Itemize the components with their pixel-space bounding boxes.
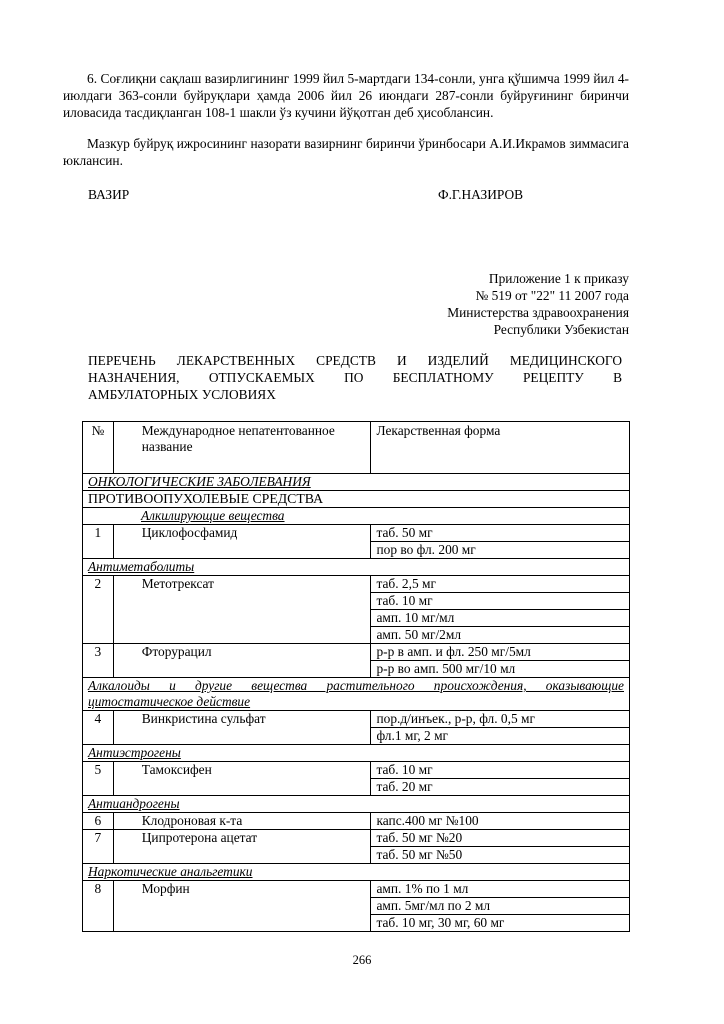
table-row <box>83 644 630 661</box>
appendix-line: Министерства здравоохранения <box>447 305 629 320</box>
drug-form: амп. 50 мг/2мл <box>371 627 630 644</box>
drug-name: Винкристина сульфат <box>113 711 371 745</box>
drug-name: Клодроновая к-та <box>113 813 371 830</box>
table-row <box>83 576 630 593</box>
header-name: Международное непатентованное название <box>113 422 371 474</box>
header-num: № <box>83 422 114 474</box>
section-oncology: ОНКОЛОГИЧЕСКИЕ ЗАБОЛЕВАНИЯ <box>83 474 630 491</box>
section-row <box>83 796 630 813</box>
drug-form: таб. 2,5 мг <box>371 576 630 593</box>
appendix-line: № 519 от "22" 11 2007 года <box>475 288 629 303</box>
drug-num: 6 <box>83 813 114 830</box>
section-antimetabolites: Антиметаболиты <box>83 559 630 576</box>
drug-name: Тамоксифен <box>113 762 371 796</box>
section-row <box>83 678 630 711</box>
signature-title: ВАЗИР <box>88 187 130 202</box>
drug-form: таб. 10 мг <box>371 593 630 610</box>
drug-num: 4 <box>83 711 114 745</box>
drug-num: 3 <box>83 644 114 678</box>
section-antitumor: ПРОТИВООПУХОЛЕВЫЕ СРЕДСТВА <box>83 491 630 508</box>
drug-form: таб. 20 мг <box>371 779 630 796</box>
section-antiestrogens: Антиэстрогены <box>83 745 630 762</box>
appendix-line: Республики Узбекистан <box>493 322 629 337</box>
table-header-row <box>83 422 630 474</box>
drug-form: таб. 50 мг <box>371 525 630 542</box>
appendix-line: Приложение 1 к приказу <box>488 271 629 286</box>
table-row <box>83 525 630 542</box>
drug-name: Морфин <box>113 881 371 932</box>
table-row <box>83 813 630 830</box>
drug-form: пор.д/инъек., р-р, фл. 0,5 мг <box>371 711 630 728</box>
section-row <box>83 491 630 508</box>
table-row <box>83 711 630 728</box>
drug-num: 8 <box>83 881 114 932</box>
table-row <box>83 830 630 847</box>
table-row <box>83 762 630 779</box>
drug-form: фл.1 мг, 2 мг <box>371 728 630 745</box>
drug-form: таб. 50 мг №20 <box>371 830 630 847</box>
paragraph-1: 6. Соғлиқни сақлаш вазирлигининг 1999 йил 5-мартдаги 134-сонли, унга қўшимча 1999 йил 4-июлдаги 363-сонли буйруқлари ҳамда 2006 йил 26 июндаги 287-сонли буйруғининг биринчи иловасида тасдиқланган 108-1 шакли ўз кучини йўқотган деб ҳисоблансин. <box>63 71 629 120</box>
page-number: 266 <box>352 953 372 967</box>
drug-num: 1 <box>83 525 114 559</box>
drug-form: капс.400 мг №100 <box>371 813 630 830</box>
section-row <box>83 559 630 576</box>
section-alkaloids: Алкалоиды и другие вещества растительного происхождения, оказывающие цитостатическое действие <box>83 678 630 711</box>
heading-line: ПЕРЕЧЕНЬ ЛЕКАРСТВЕННЫХ СРЕДСТВ И ИЗДЕЛИЙ МЕДИЦИНСКОГО <box>88 353 622 368</box>
appendix-note <box>447 270 629 338</box>
drug-form: амп. 10 мг/мл <box>371 610 630 627</box>
drug-form: амп. 5мг/мл по 2 мл <box>371 898 630 915</box>
section-row <box>83 745 630 762</box>
drug-form: амп. 1% по 1 мл <box>371 881 630 898</box>
heading-line: НАЗНАЧЕНИЯ, ОТПУСКАЕМЫХ ПО БЕСПЛАТНОМУ РЕЦЕПТУ В <box>88 370 622 385</box>
drug-form: пор во фл. 200 мг <box>371 542 630 559</box>
section-antiandrogens: Антиандрогены <box>83 796 630 813</box>
paragraph-2: Мазкур буйруқ ижросининг назорати вазирнинг биринчи ўринбосари А.И.Икрамов зиммасига юклансин. <box>63 136 629 168</box>
section-narcotic: Наркотические анальгетики <box>83 864 630 881</box>
drug-name: Циклофосфамид <box>113 525 371 559</box>
drug-form: таб. 10 мг <box>371 762 630 779</box>
drug-form: р-р во амп. 500 мг/10 мл <box>371 661 630 678</box>
drug-num: 5 <box>83 762 114 796</box>
heading-line: АМБУЛАТОРНЫХ УСЛОВИЯХ <box>88 387 276 402</box>
drug-name: Метотрексат <box>113 576 371 644</box>
section-row <box>83 508 630 525</box>
drug-form: таб. 10 мг, 30 мг, 60 мг <box>371 915 630 932</box>
drug-form: таб. 50 мг №50 <box>371 847 630 864</box>
section-row <box>83 474 630 491</box>
list-heading <box>88 352 622 403</box>
section-alkylating: Алкилирующие вещества <box>83 508 630 525</box>
header-form: Лекарственная форма <box>371 422 630 474</box>
drug-list-table <box>82 421 630 932</box>
drug-num: 2 <box>83 576 114 644</box>
drug-name: Фторурацил <box>113 644 371 678</box>
drug-num: 7 <box>83 830 114 864</box>
drug-form: р-р в амп. и фл. 250 мг/5мл <box>371 644 630 661</box>
section-row <box>83 864 630 881</box>
drug-name: Ципротерона ацетат <box>113 830 371 864</box>
table-row <box>83 881 630 898</box>
signature-name: Ф.Г.НАЗИРОВ <box>438 187 524 202</box>
